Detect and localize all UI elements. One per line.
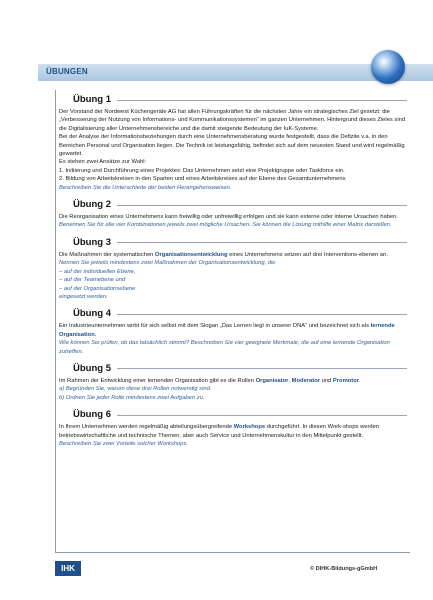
highlight-term: Moderator (291, 377, 320, 384)
copyright-text: © DIHK-Bildungs-gGmbH (310, 566, 378, 572)
exercise-list (59, 94, 407, 455)
title-rule (117, 314, 407, 315)
paragraph: Bei der Analyse der Informationsbeziehungen durch eine Unternehmensberatung wurde festgestellt, dass die Defizite v.a. in den Bereichen Personal und Organisation liegen. Die Technik ist leistungsfähig, befindet sich auf dem neuesten Stand und wird regelmäßig gewartet. (59, 134, 405, 158)
bottom-frame-line (55, 552, 410, 553)
task-text: Nennen Sie jeweils mindestens zwei Maßnahmen der Organisationsentwicklung, die (59, 260, 276, 267)
exercise-body (59, 423, 407, 448)
exercise-body (59, 377, 407, 402)
exercise-body (59, 108, 407, 192)
exercise-body (59, 322, 407, 356)
highlight-term: Promotor (332, 377, 359, 384)
highlight-term: Workshops (233, 424, 266, 431)
title-rule (117, 242, 407, 243)
task-text: Beschreiben Sie die Unterschiede der beiden Herangehensweisen. (59, 184, 232, 191)
exercise-title: Übung 6 (73, 409, 407, 421)
paragraph: Die Reorganisation eines Unternehmens kann freiwillig oder unfreiwillig erfolgen und sie kann externe oder interne Ursachen haben. (59, 214, 398, 221)
list-item: 1. Initiierung und Durchführung eines Projektes: Das Unternehmen setzt eine Projektgruppe oder Taskforce ein. (59, 167, 345, 174)
exercise-title: Übung 4 (73, 308, 407, 320)
exercise-title: Übung 3 (73, 237, 407, 249)
highlight-term: lernende Organisation (59, 323, 395, 338)
exercise-5 (59, 363, 407, 402)
exercise-6 (59, 409, 407, 448)
paragraph: Ein Industrieunternehmen wirbt für sich selbst mit dem Slogan „Das Lernen liegt in unserer DNA“ und bezeichnet sich als lernende Organisation. (59, 323, 395, 338)
exercise-3 (59, 237, 407, 301)
ihk-logo: IHK (55, 561, 81, 576)
exercise-title: Übung 5 (73, 363, 407, 375)
paragraph: In Ihrem Unternehmen werden regelmäßig abteilungsübergreifende Workshops durchgeführt. In diesen Work-shops werden betriebswirtschaftliche und technische Themen, aber auch Service und Unternehmenskultur in den Mittelpunkt gestellt. (59, 424, 380, 439)
blue-orb-icon (371, 50, 405, 84)
title-rule (117, 415, 407, 416)
task-text: Beschreiben Sie zwei Vorteile solcher Workshops. (59, 440, 188, 447)
exercise-title: Übung 2 (73, 199, 407, 211)
task-text: Wie können Sie prüfen, ob das tatsächlich stimmt? Beschreiben Sie vier geeignete Merkmale, die auf eine lernende Organisation zutreffen. (59, 340, 390, 355)
exercise-body (59, 213, 407, 230)
task-text: – auf der individuellen Ebene, (59, 268, 136, 275)
task-text: eingesetzt werden. (59, 293, 108, 300)
paragraph: Die Maßnahmen der systematischen Organisationsentwicklung eines Unternehmens setzen auf drei Interventions-ebenen an. (59, 251, 388, 258)
task-text: b) Ordnen Sie jeder Rolle mindestens zwei Aufgaben zu. (59, 394, 205, 401)
highlight-term: Organisator (255, 377, 289, 384)
section-title: ÜBUNGEN (46, 67, 88, 76)
task-text: Benennen Sie für alle vier Kombinationen jeweils zwei mögliche Ursachen. Sie können die Lösung mithilfe einer Matrix darstellen. (59, 222, 392, 229)
left-frame-line (55, 90, 56, 552)
title-rule (117, 100, 407, 101)
highlight-term: Organisationsentwicklung (155, 251, 228, 258)
exercise-title: Übung 1 (73, 94, 407, 106)
task-text: a) Begründen Sie, warum diese drei Rollen notwendig sind. (59, 386, 212, 393)
title-rule (117, 368, 407, 369)
exercise-1 (59, 94, 407, 192)
task-text: – auf der Organisationsebene (59, 285, 136, 292)
task-text: – auf der Teamebene und (59, 277, 126, 284)
exercise-4 (59, 308, 407, 356)
paragraph: Im Rahmen der Entwicklung einer lernenden Organisation gibt es die Rollen Organisator, Moderator und Promotor. (59, 377, 361, 384)
exercise-2 (59, 199, 407, 230)
paragraph: Der Vorstand der Nordwest Küchengeräte AG hat allen Führungskräften für die nächsten Jahre ein strategisches Ziel gesetzt: die „Verbesserung der Nutzung von Informations- und Kommunikationssystemen“ im ganzen Unternehmen. Hintergrund dieses Zieles sind die Digitalisierung aller Unternehmensbereiche und die damit steigende Bedeutung der IuK-Systeme. (59, 109, 406, 132)
list-item: 2. Bildung von Arbeitskreisen in den Sparten und eines Arbeitskreises auf der Ebene des Gesamtunternehmens (59, 176, 346, 183)
exercise-body (59, 251, 407, 301)
title-rule (117, 205, 407, 206)
paragraph: Es stehen zwei Ansätze zur Wahl: (59, 159, 147, 166)
